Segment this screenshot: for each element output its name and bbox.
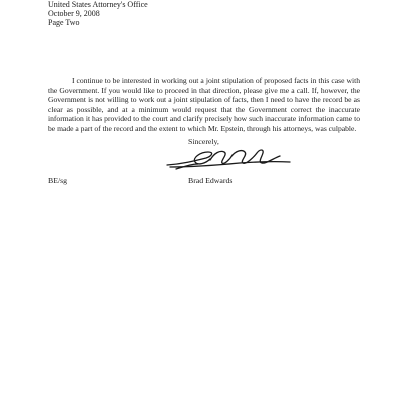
signer-name: Brad Edwards	[188, 176, 233, 185]
page-number: Page Two	[48, 18, 80, 27]
body-paragraph: I continue to be interested in working out a joint stipulation of proposed facts in this case with the Government. If you would like to proceed in that direction, please give me a call. If, however, the Government is not willing to work out a joint stipulation of facts, then I need to have the record be as clear as possible, and at a minimum would request that the Government correct the inaccurate information it has provided to the court and clarify precisely how such inaccurate information came to be made a part of the record and the extent to which Mr. Epstein, through his attorneys, was culpable.	[48, 76, 360, 133]
handwritten-signature	[162, 143, 294, 173]
letter-date: October 9, 2008	[48, 9, 100, 18]
closing-salutation: Sincerely,	[188, 137, 219, 146]
recipient-office: United States Attorney's Office	[48, 0, 148, 9]
letter-header	[48, 0, 148, 27]
typist-initials: BE/sg	[48, 176, 68, 185]
